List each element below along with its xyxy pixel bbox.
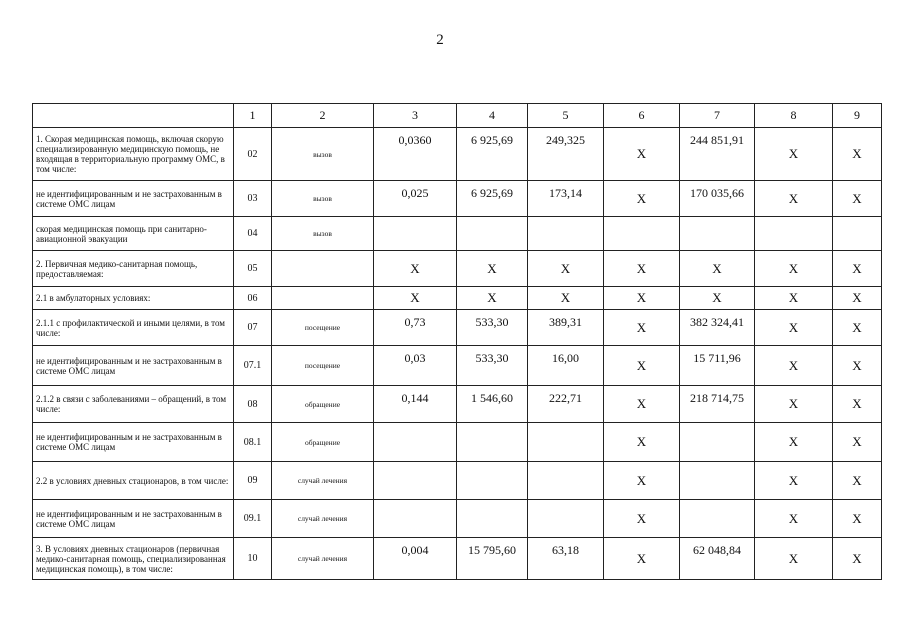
row-value-cell: X (755, 251, 833, 287)
header-cell: 8 (755, 104, 833, 128)
row-code-cell: 09.1 (234, 500, 272, 538)
row-value-cell: X (755, 287, 833, 310)
row-code-cell: 08.1 (234, 423, 272, 462)
row-value-cell: X (755, 538, 833, 580)
row-value-cell (680, 500, 755, 538)
row-value-cell (374, 500, 457, 538)
table-row (33, 181, 882, 217)
row-value-cell: 15 795,60 (457, 538, 528, 580)
row-value-cell (833, 217, 882, 251)
row-name-cell: скорая медицинская помощь при санитарно-авиационной эвакуации (33, 217, 234, 251)
table-row (33, 128, 882, 181)
row-value-cell (374, 423, 457, 462)
header-cell: 5 (528, 104, 604, 128)
row-value-cell: 533,30 (457, 310, 528, 346)
row-value-cell: 170 035,66 (680, 181, 755, 217)
table-body (33, 104, 882, 580)
row-value-cell: X (604, 386, 680, 423)
row-name-cell: 1. Скорая медицинская помощь, включая скорую специализированную медицинскую помощь, не входящая в территориальную программу ОМС, в том числе: (33, 128, 234, 181)
row-unit-cell: посещение (272, 310, 374, 346)
row-unit-cell: посещение (272, 346, 374, 386)
row-value-cell: X (680, 251, 755, 287)
header-cell: 3 (374, 104, 457, 128)
row-value-cell: 0,73 (374, 310, 457, 346)
row-value-cell: 382 324,41 (680, 310, 755, 346)
row-value-cell: 63,18 (528, 538, 604, 580)
row-value-cell: X (755, 310, 833, 346)
row-value-cell: X (604, 181, 680, 217)
header-cell (33, 104, 234, 128)
row-value-cell: X (755, 181, 833, 217)
row-name-cell: не идентифицированным и не застрахованным в системе ОМС лицам (33, 500, 234, 538)
row-value-cell (528, 423, 604, 462)
row-code-cell: 07 (234, 310, 272, 346)
header-cell: 2 (272, 104, 374, 128)
row-name-cell: не идентифицированным и не застрахованным в системе ОМС лицам (33, 181, 234, 217)
row-value-cell: 0,03 (374, 346, 457, 386)
header-cell: 4 (457, 104, 528, 128)
row-value-cell: X (833, 386, 882, 423)
row-value-cell: X (833, 538, 882, 580)
row-unit-cell: вызов (272, 217, 374, 251)
row-unit-cell (272, 251, 374, 287)
row-value-cell (755, 217, 833, 251)
header-cell: 9 (833, 104, 882, 128)
row-code-cell: 04 (234, 217, 272, 251)
row-value-cell: X (604, 310, 680, 346)
tariff-table (32, 103, 882, 580)
row-value-cell: 249,325 (528, 128, 604, 181)
row-value-cell: X (833, 462, 882, 500)
row-value-cell: X (755, 423, 833, 462)
row-value-cell: 1 546,60 (457, 386, 528, 423)
row-unit-cell: случай лечения (272, 538, 374, 580)
row-value-cell (457, 500, 528, 538)
row-value-cell: 244 851,91 (680, 128, 755, 181)
row-code-cell: 05 (234, 251, 272, 287)
table-row (33, 462, 882, 500)
row-value-cell: 0,0360 (374, 128, 457, 181)
row-value-cell: X (604, 538, 680, 580)
row-value-cell (680, 423, 755, 462)
row-value-cell: X (833, 251, 882, 287)
header-cell: 6 (604, 104, 680, 128)
row-value-cell: 389,31 (528, 310, 604, 346)
row-value-cell: X (457, 287, 528, 310)
row-value-cell: 222,71 (528, 386, 604, 423)
row-value-cell: X (755, 386, 833, 423)
table-row (33, 287, 882, 310)
row-value-cell: 218 714,75 (680, 386, 755, 423)
row-value-cell: X (604, 346, 680, 386)
row-name-cell: 2.1.2 в связи с заболеваниями – обращений, в том числе: (33, 386, 234, 423)
row-value-cell: X (374, 287, 457, 310)
row-value-cell: X (374, 251, 457, 287)
row-value-cell: X (604, 462, 680, 500)
row-value-cell: 533,30 (457, 346, 528, 386)
row-value-cell: X (833, 346, 882, 386)
row-code-cell: 03 (234, 181, 272, 217)
row-name-cell: 2.1 в амбулаторных условиях: (33, 287, 234, 310)
row-unit-cell: случай лечения (272, 500, 374, 538)
row-value-cell: X (833, 128, 882, 181)
row-value-cell: X (604, 287, 680, 310)
row-code-cell: 09 (234, 462, 272, 500)
row-unit-cell: случай лечения (272, 462, 374, 500)
row-code-cell: 10 (234, 538, 272, 580)
row-value-cell (457, 462, 528, 500)
row-value-cell (680, 462, 755, 500)
row-value-cell: 173,14 (528, 181, 604, 217)
row-value-cell: 6 925,69 (457, 181, 528, 217)
row-unit-cell (272, 287, 374, 310)
row-value-cell: 6 925,69 (457, 128, 528, 181)
row-value-cell: X (604, 423, 680, 462)
row-name-cell: 3. В условиях дневных стационаров (первичная медико-санитарная помощь, специализированная медицинская помощь), в том числе: (33, 538, 234, 580)
row-value-cell: X (755, 462, 833, 500)
row-value-cell: 0,144 (374, 386, 457, 423)
row-value-cell: X (755, 346, 833, 386)
row-value-cell (374, 217, 457, 251)
row-value-cell (457, 423, 528, 462)
row-value-cell: 0,025 (374, 181, 457, 217)
row-value-cell (528, 500, 604, 538)
row-unit-cell: вызов (272, 128, 374, 181)
table-row (33, 538, 882, 580)
row-value-cell: X (833, 500, 882, 538)
row-value-cell: X (604, 251, 680, 287)
table-row (33, 500, 882, 538)
row-value-cell: 62 048,84 (680, 538, 755, 580)
row-value-cell: X (833, 423, 882, 462)
row-name-cell: 2. Первичная медико-санитарная помощь, предоставляемая: (33, 251, 234, 287)
header-row (33, 104, 882, 128)
row-name-cell: 2.2 в условиях дневных стационаров, в том числе: (33, 462, 234, 500)
row-value-cell (604, 217, 680, 251)
row-value-cell: X (833, 310, 882, 346)
row-code-cell: 07.1 (234, 346, 272, 386)
page-number: 2 (436, 32, 444, 48)
row-value-cell: X (833, 181, 882, 217)
header-cell: 1 (234, 104, 272, 128)
row-unit-cell: вызов (272, 181, 374, 217)
row-value-cell: X (680, 287, 755, 310)
row-value-cell (528, 462, 604, 500)
row-code-cell: 02 (234, 128, 272, 181)
row-value-cell: X (528, 287, 604, 310)
row-value-cell: 0,004 (374, 538, 457, 580)
row-value-cell (374, 462, 457, 500)
row-name-cell: 2.1.1 с профилактической и иными целями, в том числе: (33, 310, 234, 346)
row-code-cell: 08 (234, 386, 272, 423)
table-row (33, 346, 882, 386)
row-value-cell (457, 217, 528, 251)
header-cell: 7 (680, 104, 755, 128)
row-value-cell: X (604, 128, 680, 181)
table-row (33, 423, 882, 462)
row-value-cell (528, 217, 604, 251)
row-value-cell: X (833, 287, 882, 310)
row-unit-cell: обращение (272, 386, 374, 423)
row-value-cell: 15 711,96 (680, 346, 755, 386)
row-name-cell: не идентифицированным и не застрахованным в системе ОМС лицам (33, 423, 234, 462)
row-value-cell: 16,00 (528, 346, 604, 386)
row-value-cell: X (755, 128, 833, 181)
table-row (33, 251, 882, 287)
table-row (33, 310, 882, 346)
row-value-cell: X (457, 251, 528, 287)
row-unit-cell: обращение (272, 423, 374, 462)
table-row (33, 386, 882, 423)
row-value-cell: X (604, 500, 680, 538)
row-code-cell: 06 (234, 287, 272, 310)
row-value-cell: X (528, 251, 604, 287)
row-value-cell (680, 217, 755, 251)
row-value-cell: X (755, 500, 833, 538)
table-row (33, 217, 882, 251)
row-name-cell: не идентифицированным и не застрахованным в системе ОМС лицам (33, 346, 234, 386)
